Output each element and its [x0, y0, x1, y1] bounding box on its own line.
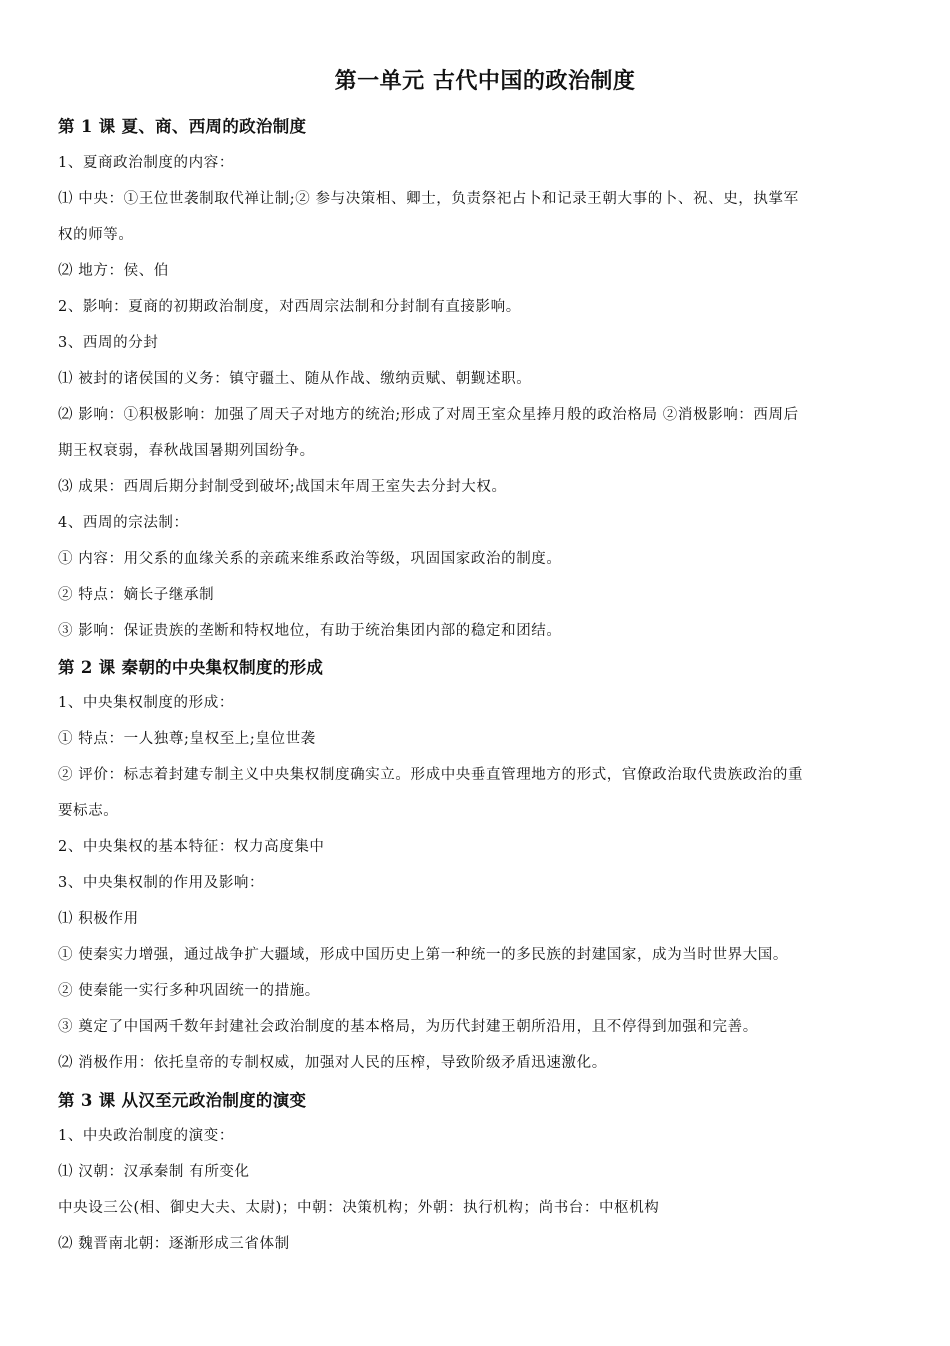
lesson-1-line: 1、夏商政治制度的内容： — [58, 155, 234, 171]
lesson-1-line: ⑵ 地方：侯、伯 — [58, 263, 169, 279]
lesson-2-line: 要标志。 — [58, 803, 119, 819]
lesson-2-line: ② 评价：标志着封建专制主义中央集权制度确实立。形成中央垂直管理地方的形式，官僚政治取代贵族政治的重 — [58, 767, 804, 783]
lesson-2-line: ⑵ 消极作用：依托皇帝的专制权威，加强对人民的压榨，导致阶级矛盾迅速激化。 — [58, 1055, 607, 1071]
lesson-1-line: 4、西周的宗法制： — [58, 515, 189, 531]
lesson-2-line: ② 使秦能一实行多种巩固统一的措施。 — [58, 983, 320, 999]
lesson-1-heading: 第 1 课 夏、商、西周的政治制度 — [58, 117, 307, 136]
lesson-1-line: 权的师等。 — [58, 227, 134, 243]
lesson-1-line: ⑶ 成果：西周后期分封制受到破坏;战国末年周王室失去分封大权。 — [58, 479, 507, 495]
lesson-2-line: 1、中央集权制度的形成： — [58, 695, 234, 711]
lesson-2-heading: 第 2 课 秦朝的中央集权制度的形成 — [58, 658, 324, 677]
lesson-3-heading: 第 3 课 从汉至元政治制度的演变 — [58, 1091, 307, 1110]
lesson-1-line: ⑴ 被封的诸侯国的义务：镇守疆土、随从作战、缴纳贡赋、朝觐述职。 — [58, 371, 532, 387]
lesson-1-line: 期王权衰弱，春秋战国暑期列国纷争。 — [58, 443, 315, 459]
lesson-1-line: 3、西周的分封 — [58, 335, 159, 351]
lesson-1-line: ⑵ 影响：①积极影响：加强了周天子对地方的统治;形成了对周王室众星捧月般的政治格局 ②消极影响：西周后 — [58, 407, 799, 423]
lesson-1-line: ① 内容：用父系的血缘关系的亲疏来维系政治等级，巩固国家政治的制度。 — [58, 551, 562, 567]
lesson-2-line: ① 特点：一人独尊;皇权至上;皇位世袭 — [58, 731, 316, 747]
lesson-2-line: ① 使秦实力增强，通过战争扩大疆域，形成中国历史上第一种统一的多民族的封建国家，成为当时世界大国。 — [58, 947, 789, 963]
lesson-1-line: ⑴ 中央：①王位世袭制取代禅让制;② 参与决策相、卿士，负责祭祀占卜和记录王朝大事的卜、祝、史，执掌军 — [58, 191, 799, 207]
lesson-3-line: ⑴ 汉朝：汉承秦制 有所变化 — [58, 1164, 250, 1180]
lesson-1-line: ② 特点：嫡长子继承制 — [58, 587, 215, 603]
unit-title: 第一单元 古代中国的政治制度 — [334, 68, 636, 94]
lesson-2-line: 3、中央集权制的作用及影响： — [58, 875, 265, 891]
lesson-2-line: 2、中央集权的基本特征：权力高度集中 — [58, 839, 325, 855]
lesson-2-line: ⑴ 积极作用 — [58, 911, 139, 927]
lesson-1-line: 2、影响：夏商的初期政治制度，对西周宗法制和分封制有直接影响。 — [58, 299, 521, 315]
lesson-2-line: ③ 奠定了中国两千数年封建社会政治制度的基本格局，为历代封建王朝所沿用，且不停得到加强和完善。 — [58, 1019, 758, 1035]
lesson-3-line: 中央设三公(相、御史大夫、太尉)；中朝：决策机构；外朝：执行机构；尚书台：中枢机构 — [58, 1200, 660, 1216]
lesson-3-line: ⑵ 魏晋南北朝：逐渐形成三省体制 — [58, 1236, 290, 1252]
lesson-1-line: ③ 影响：保证贵族的垄断和特权地位，有助于统治集团内部的稳定和团结。 — [58, 623, 562, 639]
lesson-3-line: 1、中央政治制度的演变： — [58, 1128, 234, 1144]
